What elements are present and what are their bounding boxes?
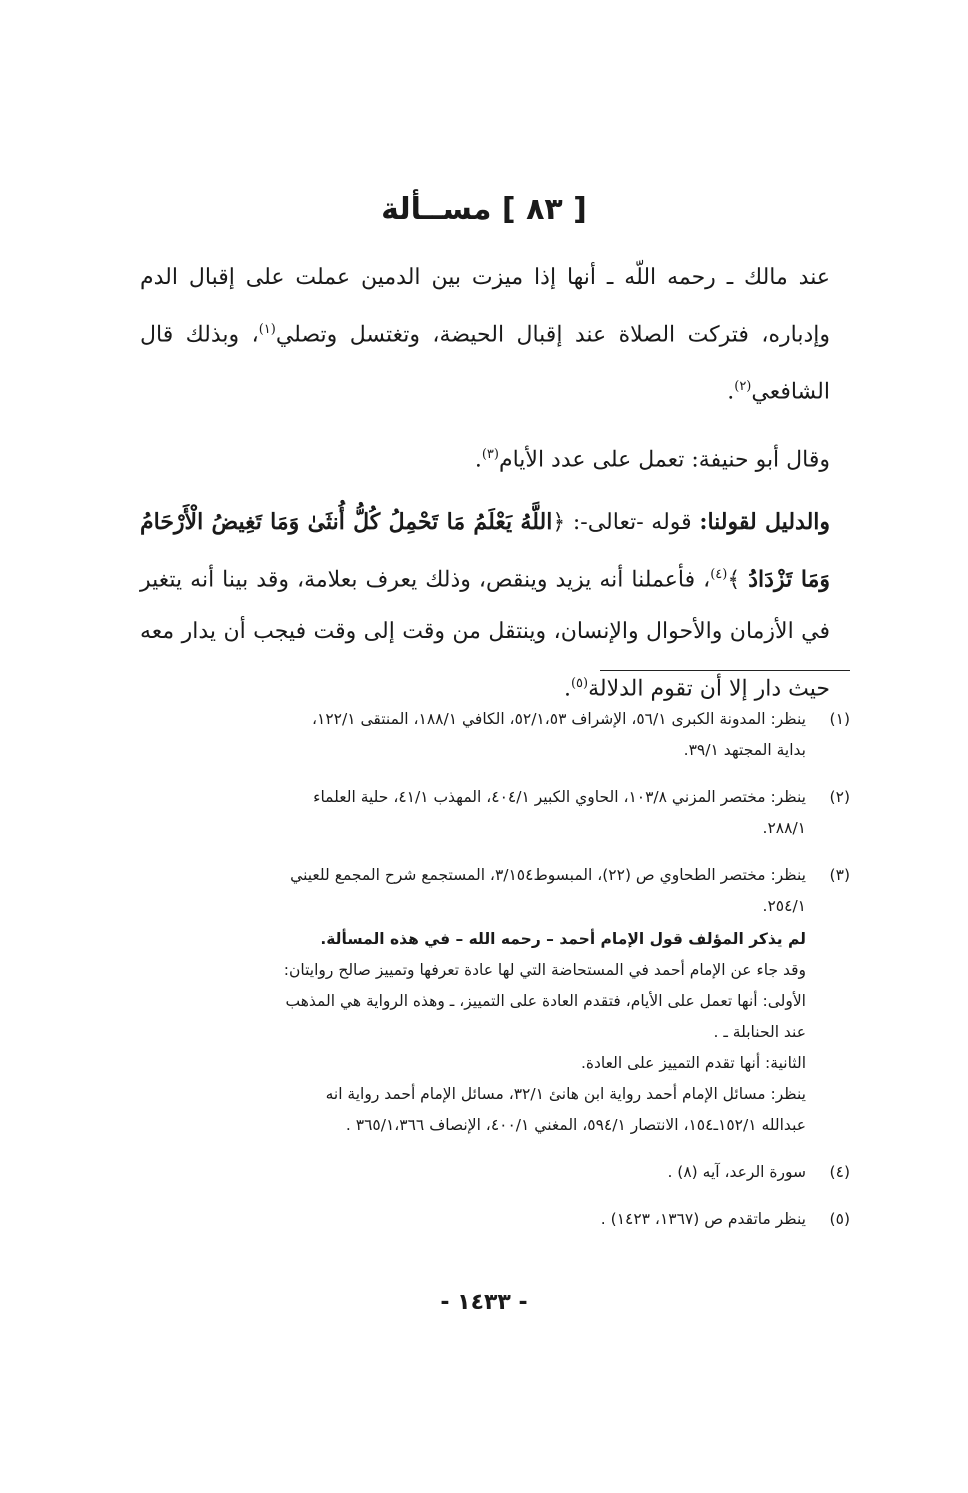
- footnote-2-line-2: ٢٨٨/١.: [762, 819, 806, 837]
- paragraph-2: [140, 429, 830, 486]
- evidence-lead: والدليل لقولنا:: [699, 508, 831, 535]
- footnote-5: [140, 1204, 850, 1235]
- paragraph-2-end: .: [474, 446, 482, 472]
- footnote-3: [140, 860, 850, 1141]
- footnote-1-number: (١): [829, 710, 850, 728]
- footnote-5-text: [140, 1204, 806, 1235]
- paragraph-1-end: .: [727, 379, 735, 405]
- footnote-2-line-1: ينظر: مختصر المزني ١٠٣/٨، الحاوي الكبير ٤٠٤/١، المهذب ٤١/١، حلية العلماء: [313, 788, 806, 806]
- footnote-3-text: [140, 860, 806, 1141]
- quran-verse: اللَّهُ يَعْلَمُ مَا تَحْمِلُ كُلُّ أُنثَىٰ وَمَا تَغِيضُ الْأَرْحَامُ وَمَا تَزْدَادُ: [140, 508, 830, 593]
- paragraph-3-a: قوله -تعالى-: ﴿: [552, 509, 700, 535]
- footnote-4-text: [140, 1157, 806, 1188]
- footnote-2: [140, 782, 850, 844]
- footnote-3-number: (٣): [829, 866, 850, 884]
- page-number: - ١٤٣٣ -: [440, 1290, 528, 1315]
- footnote-ref-5: (٥): [570, 676, 589, 692]
- paragraph-3-c: ، فأعملنا أنه يزيد وينقص، وذلك يعرف بعلامة، وقد بينا أنه يتغير في الأزمان والأحوال والإنسان، وينتقل من وقت إلى وقت فيجب أن يدار معه حيث دار إلا أن تقوم الدلالة: [140, 567, 830, 702]
- footnote-3-line-8: ينظر: مسائل الإمام أحمد رواية ابن هانئ ٣٢/١، مسائل الإمام أحمد رواية انه: [325, 1085, 806, 1103]
- footnote-5-number: (٥): [829, 1210, 850, 1228]
- footnote-2-number: (٢): [829, 788, 850, 806]
- footnote-4: [140, 1157, 850, 1188]
- footnote-2-text: [140, 782, 806, 844]
- footnote-3-line-6: عند الحنابلة ـ .: [713, 1023, 806, 1041]
- footnote-3-line-1: ينظر: مختصر الطحاوي ص (٢٢)، المبسوط٣/١٥٤، المستجمع شرح المجمع للعيني: [290, 866, 806, 884]
- footnote-1-text: [140, 704, 806, 766]
- paragraph-3-b: ﴾: [727, 567, 749, 593]
- footnote-1-line-2: بداية المجتهد ٣٩/١.: [683, 741, 806, 759]
- footnote-3-line-4: وقد جاء عن الإمام أحمد في المستحاضة التي لها عادة تعرفها وتمييز صالح روايتان:: [283, 961, 806, 979]
- footnote-ref-4: (٤): [710, 566, 728, 582]
- footnote-3-line-2: ٢٥٤/١.: [762, 897, 806, 915]
- footnote-ref-3: (٣): [481, 446, 499, 462]
- paragraph-1-text: عند مالك ـ رحمه اللّه ـ أنها إذا ميزت بين الدمين عملت على إقبال الدم وإدباره، فتركت الصلاة عند إقبال الحيضة، وتغتسل وتصلي: [140, 265, 830, 348]
- paragraph-3: [140, 496, 830, 716]
- issue-title: [ ٨٣ ] مســألة: [381, 192, 587, 227]
- paragraph-1-mid: ، وبذلك قال الشافعي: [140, 322, 830, 405]
- main-text: [140, 252, 830, 716]
- footnote-3-line-5: الأولى: أنها تعمل على الأيام، فتقدم العادة على التمييز، ـ وهذه الرواية هي المذهب: [285, 992, 806, 1010]
- paragraph-3-end: .: [563, 676, 571, 702]
- footnote-4-line-1: سورة الرعد، آيه (٨) .: [667, 1163, 806, 1181]
- footnote-ref-2: (٢): [734, 379, 752, 395]
- footnotes: [140, 704, 850, 1251]
- footnote-4-number: (٤): [829, 1163, 850, 1181]
- footnote-3-line-9: عبدالله ١٥٢/١ـ١٥٤، الانتصار ٥٩٤/١، المغني ٤٠٠/١، الإنصاف ٣٦٥/١،٣٦٦ .: [345, 1116, 806, 1134]
- footnote-3-line-7: الثانية: أنها تقدم التمييز على العادة.: [580, 1054, 806, 1072]
- footnote-ref-1: (١): [258, 322, 276, 337]
- footnote-5-line-1: ينظر ماتقدم ص (١٣٦٧، ١٤٢٣) .: [600, 1210, 806, 1228]
- paragraph-2-text: وقال أبو حنيفة: تعمل على عدد الأيام: [498, 446, 830, 472]
- footnote-1-line-1: ينظر: المدونة الكبرى ٥٦/١، الإشراف ٥٢/١،٥٣، الكافي ١٨٨/١، المنتقى ١٢٢/١،: [312, 710, 806, 728]
- paragraph-1: [140, 252, 830, 419]
- footnote-divider: [600, 670, 850, 671]
- footnote-3-line-3: لم يذكر المؤلف قول الإمام أحمد – رحمه الله – في هذه المسألة.: [320, 930, 806, 948]
- footnote-1: [140, 704, 850, 766]
